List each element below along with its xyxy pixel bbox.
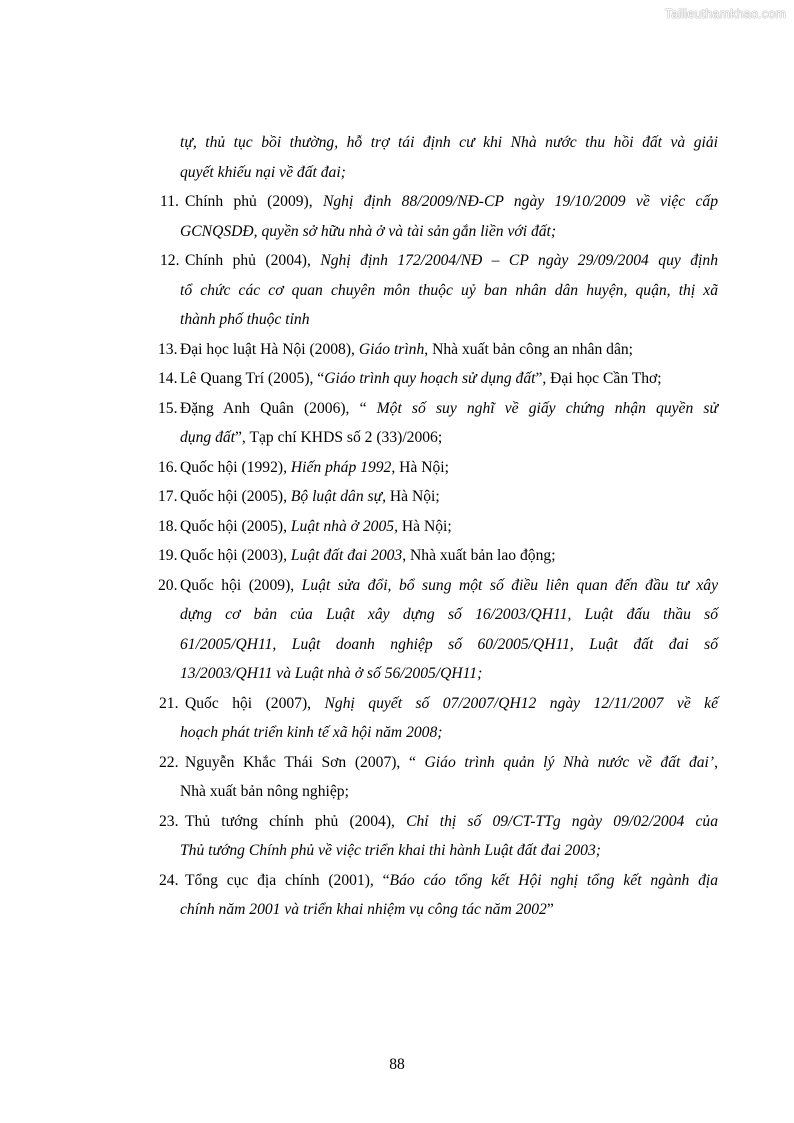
list-item <box>0 571 794 689</box>
reference-line: tổ chức các cơ quan chuyên môn thuộc uỷ ban nhân dân huyện, quận, thị xã <box>180 281 718 299</box>
reference-line: Nhà xuất bản nông nghiệp; <box>180 783 349 800</box>
reference-line: quyết khiếu nại về đất đai; <box>180 163 346 181</box>
list-item <box>0 335 794 365</box>
list-item <box>0 394 794 453</box>
reference-line: Chính phủ (2009), Nghị định 88/2009/NĐ-CP ngày 19/10/2009 về việc cấp <box>185 193 718 210</box>
list-item <box>0 689 794 748</box>
reference-line: Quốc hội (2005), Luật nhà ở 2005, Hà Nội; <box>180 517 452 535</box>
list-item <box>0 364 794 394</box>
list-number: 14. <box>158 370 178 387</box>
reference-line: 61/2005/QH11, Luật doanh nghiệp số 60/2005/QH11, Luật đất đai số <box>180 635 718 653</box>
reference-line: tự, thủ tục bồi thường, hỗ trợ tái định cư khi Nhà nước thu hồi đất và giải <box>180 134 718 151</box>
reference-line: GCNQSDĐ, quyền sở hữu nhà ở và tài sản gắn liền với đất; <box>180 222 557 240</box>
reference-line: Quốc hội (2009), Luật sửa đổi, bổ sung một số điều liên quan đến đầu tư xây <box>180 576 718 594</box>
reference-line: thành phố thuộc tỉnh <box>180 311 310 328</box>
list-item <box>0 482 794 512</box>
list-number: 18. <box>158 517 178 535</box>
list-item <box>0 187 794 246</box>
reference-line: Đặng Anh Quân (2006), “ Một số suy nghĩ về giấy chứng nhận quyền sử <box>180 399 718 417</box>
list-item <box>0 866 794 925</box>
list-number: 21. <box>159 694 179 712</box>
list-number: 23. <box>159 812 179 830</box>
reference-line: Quốc hội (2005), Bộ luật dân sự, Hà Nội; <box>180 488 440 505</box>
list-number: 22. <box>159 753 179 771</box>
reference-line: Chính phủ (2004), Nghị định 172/2004/NĐ – CP ngày 29/09/2004 quy định <box>185 252 718 269</box>
list-number: 13. <box>158 340 178 358</box>
list-number: 16. <box>158 458 178 476</box>
list-number: 15. <box>158 399 178 417</box>
reference-line: Nguyễn Khắc Thái Sơn (2007), “ Giáo trình quản lý Nhà nước về đất đai’, <box>185 753 718 771</box>
list-number: 12. <box>160 252 180 269</box>
reference-line: Đại học luật Hà Nội (2008), Giáo trình, Nhà xuất bản công an nhân dân; <box>180 340 633 358</box>
reference-list <box>0 128 794 925</box>
list-number: 11. <box>160 193 179 210</box>
reference-line: dụng đất”, Tạp chí KHDS số 2 (33)/2006; <box>180 429 443 446</box>
list-item <box>0 128 794 187</box>
list-item <box>0 512 794 542</box>
watermark: Tailieuthamkhao.com <box>664 7 786 21</box>
list-item <box>0 748 794 807</box>
page-number: 88 <box>389 1056 405 1073</box>
reference-line: Quốc hội (1992), Hiến pháp 1992, Hà Nội; <box>180 458 449 476</box>
list-number: 24. <box>159 871 179 889</box>
reference-line: Quốc hội (2003), Luật đất đai 2003, Nhà xuất bản lao động; <box>180 547 556 564</box>
list-number: 17. <box>158 488 178 505</box>
reference-line: hoạch phát triển kinh tế xã hội năm 2008; <box>180 724 443 741</box>
list-item <box>0 453 794 483</box>
list-item <box>0 807 794 866</box>
list-number: 19. <box>158 547 178 564</box>
reference-line: Lê Quang Trí (2005), “Giáo trình quy hoạch sử dụng đất”, Đại học Cần Thơ; <box>180 370 662 387</box>
reference-line: chính năm 2001 và triển khai nhiệm vụ công tác năm 2002” <box>180 901 554 918</box>
reference-line: dựng cơ bản của Luật xây dựng số 16/2003/QH11, Luật đấu thầu số <box>180 606 718 623</box>
reference-line: Quốc hội (2007), Nghị quyết số 07/2007/QH12 ngày 12/11/2007 về kế <box>185 694 718 712</box>
reference-line: Thủ tướng Chính phủ về việc triển khai thi hành Luật đất đai 2003; <box>180 842 601 859</box>
reference-line: 13/2003/QH11 và Luật nhà ở số 56/2005/QH11; <box>180 665 483 682</box>
reference-line: Thủ tướng chính phủ (2004), Chỉ thị số 09/CT-TTg ngày 09/02/2004 của <box>185 812 718 830</box>
list-item <box>0 541 794 571</box>
reference-line: Tổng cục địa chính (2001), “Báo cáo tổng kết Hội nghị tổng kết ngành địa <box>185 871 719 889</box>
list-number: 20. <box>158 576 178 594</box>
list-item <box>0 246 794 335</box>
